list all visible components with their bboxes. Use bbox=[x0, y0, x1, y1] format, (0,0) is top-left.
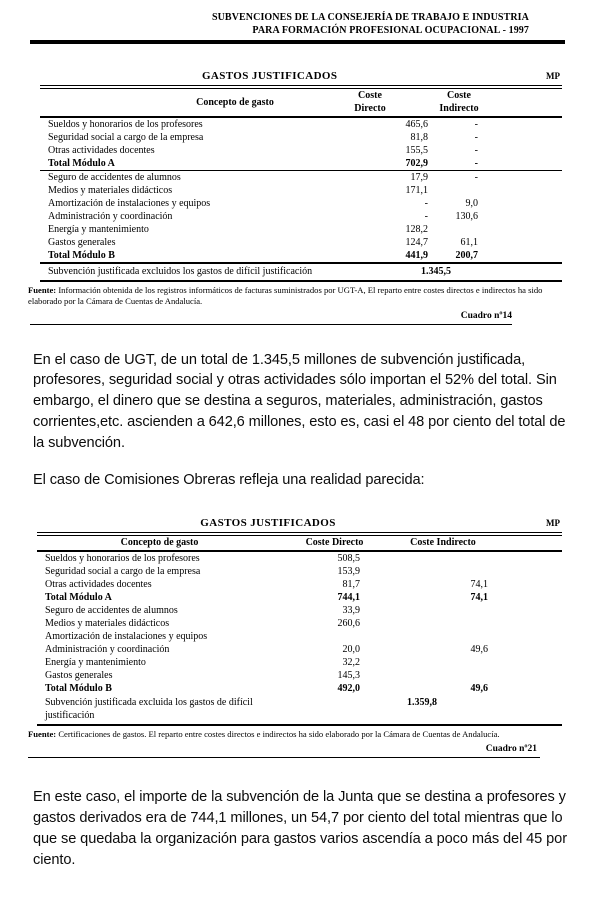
direct-cost-cell: 492,0 bbox=[337, 683, 360, 695]
direct-cost-cell: 155,5 bbox=[405, 145, 428, 156]
table-row bbox=[40, 236, 562, 249]
table2-col-concept: Concepto de gasto bbox=[37, 536, 282, 551]
table1-caption: Cuadro nº14 bbox=[460, 310, 512, 321]
table-row-total-b bbox=[37, 682, 562, 695]
table1 bbox=[40, 89, 562, 282]
concept-cell: Gastos generales bbox=[45, 670, 113, 682]
table1-col-direct bbox=[310, 89, 430, 117]
concept-cell: Total Módulo A bbox=[45, 592, 112, 604]
direct-cost-cell: 17,9 bbox=[410, 172, 428, 183]
header-divider bbox=[30, 40, 565, 44]
concept-cell: Medios y materiales didácticos bbox=[48, 185, 173, 196]
concept-cell: Seguridad social a cargo de la empresa bbox=[45, 566, 201, 578]
direct-cost-cell: 508,5 bbox=[337, 553, 360, 565]
direct-cost-cell: 124,7 bbox=[405, 237, 428, 248]
summary-value: 1.345,5 bbox=[421, 266, 451, 277]
table1-col-indirect bbox=[430, 89, 488, 117]
indirect-cost-cell: 49,6 bbox=[470, 644, 488, 656]
concept-cell: Otras actividades docentes bbox=[48, 145, 155, 156]
table-row-total-a bbox=[37, 591, 562, 604]
indirect-cost-cell: 200,7 bbox=[430, 249, 488, 263]
table1-source-note bbox=[28, 285, 565, 307]
indirect-cost-cell: - bbox=[474, 172, 478, 183]
table-row bbox=[37, 617, 562, 630]
table-row bbox=[37, 656, 562, 669]
table1-ugt-expenses bbox=[40, 70, 562, 282]
table2-title-row bbox=[37, 517, 562, 532]
direct-cost-cell: 32,2 bbox=[342, 657, 360, 669]
table1-col-direct-line1: Coste bbox=[358, 90, 382, 101]
concept-cell: Administración y coordinación bbox=[45, 644, 170, 656]
direct-cost-cell: 744,1 bbox=[337, 592, 360, 604]
indirect-cost-cell: - bbox=[474, 145, 478, 156]
direct-cost-cell: 441,9 bbox=[310, 249, 430, 263]
table1-col-spacer bbox=[488, 89, 562, 117]
direct-cost-cell: 465,6 bbox=[405, 119, 428, 130]
table-row bbox=[37, 643, 562, 656]
table-row bbox=[37, 578, 562, 591]
indirect-cost-cell bbox=[387, 551, 499, 565]
indirect-cost-cell: 74,1 bbox=[470, 592, 488, 604]
direct-cost-cell: 260,6 bbox=[337, 618, 360, 630]
concept-cell: Sueldos y honorarios de los profesores bbox=[48, 119, 203, 130]
direct-cost-cell: 128,2 bbox=[405, 224, 428, 235]
table-row bbox=[40, 144, 562, 157]
table-row-summary bbox=[37, 695, 562, 725]
direct-cost-cell: 702,9 bbox=[310, 157, 430, 171]
table1-title-row bbox=[40, 70, 562, 85]
table-row bbox=[40, 131, 562, 144]
table-row bbox=[37, 669, 562, 682]
concept-cell: Amortización de instalaciones y equipos bbox=[48, 198, 211, 209]
table-row-total-a bbox=[40, 157, 562, 171]
indirect-cost-cell: - bbox=[430, 157, 488, 171]
summary-label: Subvención justificada excluidos los gastos de difícil justificación bbox=[48, 266, 313, 277]
table1-col-indirect-line1: Coste bbox=[447, 90, 471, 101]
indirect-cost-cell bbox=[387, 604, 499, 617]
table-row-summary bbox=[40, 263, 562, 281]
table2-footer-divider bbox=[28, 757, 540, 758]
concept-cell: Energía y mantenimiento bbox=[45, 657, 146, 669]
indirect-cost-cell bbox=[387, 630, 499, 643]
paragraph-ugt-analysis: En el caso de UGT, de un total de 1.345,5 millones de subvención justificada, profesores, seguridad social y otras actividades sólo importan el 52% del total. Sin embargo, el dinero que se destina a seguros, materiales, administración, gastos corrientes,etc. ascienden a 642,6 millones, esto es, casi el 48 por ciento del total de la subvención. bbox=[33, 351, 566, 451]
indirect-cost-cell: 9,0 bbox=[465, 198, 478, 209]
indirect-cost-cell: 49,6 bbox=[470, 683, 488, 695]
concept-cell: Total Módulo B bbox=[45, 683, 112, 695]
direct-cost-cell: 20,0 bbox=[342, 644, 360, 656]
direct-cost-cell: 81,8 bbox=[410, 132, 428, 143]
table1-col-direct-line2: Directo bbox=[354, 103, 386, 114]
table1-col-indirect-line2: Indirecto bbox=[439, 103, 479, 114]
indirect-cost-cell bbox=[387, 565, 499, 578]
concept-cell: Gastos generales bbox=[48, 237, 116, 248]
indirect-cost-cell bbox=[430, 184, 488, 197]
page-header bbox=[30, 12, 565, 37]
table1-header-row bbox=[40, 89, 562, 117]
concept-cell: Energía y mantenimiento bbox=[48, 224, 149, 235]
table1-title: GASTOS JUSTIFICADOS bbox=[201, 70, 338, 82]
indirect-cost-cell: - bbox=[474, 132, 478, 143]
direct-cost-cell: 171,1 bbox=[405, 185, 428, 196]
table-row bbox=[37, 630, 562, 643]
direct-cost-cell: - bbox=[424, 198, 428, 209]
concept-cell: Amortización de instalaciones y equipos bbox=[45, 631, 208, 643]
table-row bbox=[37, 565, 562, 578]
table2-source-note bbox=[28, 729, 565, 740]
summary-value: 1.359,8 bbox=[407, 697, 437, 709]
table2-caption: Cuadro nº21 bbox=[485, 744, 537, 755]
direct-cost-cell: - bbox=[424, 211, 428, 222]
concept-cell: Total Módulo A bbox=[40, 157, 310, 171]
table2-col-direct: Coste Directo bbox=[282, 536, 387, 551]
table-row bbox=[37, 551, 562, 565]
table-row bbox=[37, 604, 562, 617]
direct-cost-cell: 81,7 bbox=[342, 579, 360, 591]
indirect-cost-cell bbox=[430, 223, 488, 236]
concept-cell: Sueldos y honorarios de los profesores bbox=[45, 553, 200, 565]
table-row bbox=[40, 184, 562, 197]
table2-header-row bbox=[37, 536, 562, 551]
indirect-cost-cell: 130,6 bbox=[455, 211, 478, 222]
table-row bbox=[40, 210, 562, 223]
indirect-cost-cell: 74,1 bbox=[470, 579, 488, 591]
source-text: Información obtenida de los registros informáticos de facturas suministrados por UGT-A, El reparto entre costes directos e indirectos ha sido elaborado por la Cámara de Cuentas de Andalucía. bbox=[28, 285, 543, 306]
concept-cell: Administración y coordinación bbox=[48, 211, 173, 222]
indirect-cost-cell: - bbox=[474, 119, 478, 130]
paragraph-ccoo-intro: El caso de Comisiones Obreras refleja una realidad parecida: bbox=[33, 471, 425, 488]
paragraph-ccoo-analysis: En este caso, el importe de la subvención de la Junta que se destina a profesores y gastos derivados era de 744,1 millones, un 54,7 por ciento del total mientras que lo que se quedaba la organización para gastos varios ascendía a poco más del 45 por ciento. bbox=[33, 789, 567, 868]
table1-footer-divider bbox=[30, 324, 512, 325]
page-header-line1: SUBVENCIONES DE LA CONSEJERÍA DE TRABAJO E INDUSTRIA bbox=[211, 12, 529, 23]
concept-cell: Seguro de accidentes de alumnos bbox=[45, 605, 178, 617]
table2 bbox=[37, 536, 562, 726]
direct-cost-cell: 153,9 bbox=[337, 566, 360, 578]
table1-col-concept: Concepto de gasto bbox=[40, 89, 310, 117]
page-header-line2: PARA FORMACIÓN PROFESIONAL OCUPACIONAL - 1997 bbox=[252, 24, 529, 36]
table2-title: GASTOS JUSTIFICADOS bbox=[200, 517, 336, 530]
summary-label: Subvención justificada excluida los gastos de difícil justificación bbox=[45, 697, 253, 722]
table-row bbox=[40, 117, 562, 131]
table2-unit: MP bbox=[546, 518, 560, 529]
source-text: Certificaciones de gastos. El reparto entre costes directos e indirectos ha sido elaborado por la Cámara de Cuentas de Andalucía. bbox=[56, 729, 500, 740]
concept-cell: Seguridad social a cargo de la empresa bbox=[48, 132, 204, 143]
table-row-total-b bbox=[40, 249, 562, 263]
table-row bbox=[40, 223, 562, 236]
table-row bbox=[40, 197, 562, 210]
source-label: Fuente: bbox=[28, 729, 57, 740]
direct-cost-cell: 33,9 bbox=[342, 605, 360, 617]
concept-cell: Medios y materiales didácticos bbox=[45, 618, 170, 630]
concept-cell: Otras actividades docentes bbox=[45, 579, 152, 591]
indirect-cost-cell: 61,1 bbox=[460, 237, 478, 248]
table2-ccoo-expenses bbox=[37, 517, 562, 726]
table1-unit: MP bbox=[546, 71, 560, 81]
indirect-cost-cell bbox=[387, 656, 499, 669]
indirect-cost-cell bbox=[387, 617, 499, 630]
direct-cost-cell: 145,3 bbox=[337, 670, 360, 682]
table2-col-spacer bbox=[499, 536, 562, 551]
direct-cost-cell bbox=[282, 630, 387, 643]
table-row bbox=[40, 171, 562, 185]
concept-cell: Seguro de accidentes de alumnos bbox=[48, 172, 181, 183]
table2-col-indirect: Coste Indirecto bbox=[387, 536, 499, 551]
concept-cell: Total Módulo B bbox=[40, 249, 310, 263]
indirect-cost-cell bbox=[387, 669, 499, 682]
source-label: Fuente: bbox=[28, 285, 57, 295]
